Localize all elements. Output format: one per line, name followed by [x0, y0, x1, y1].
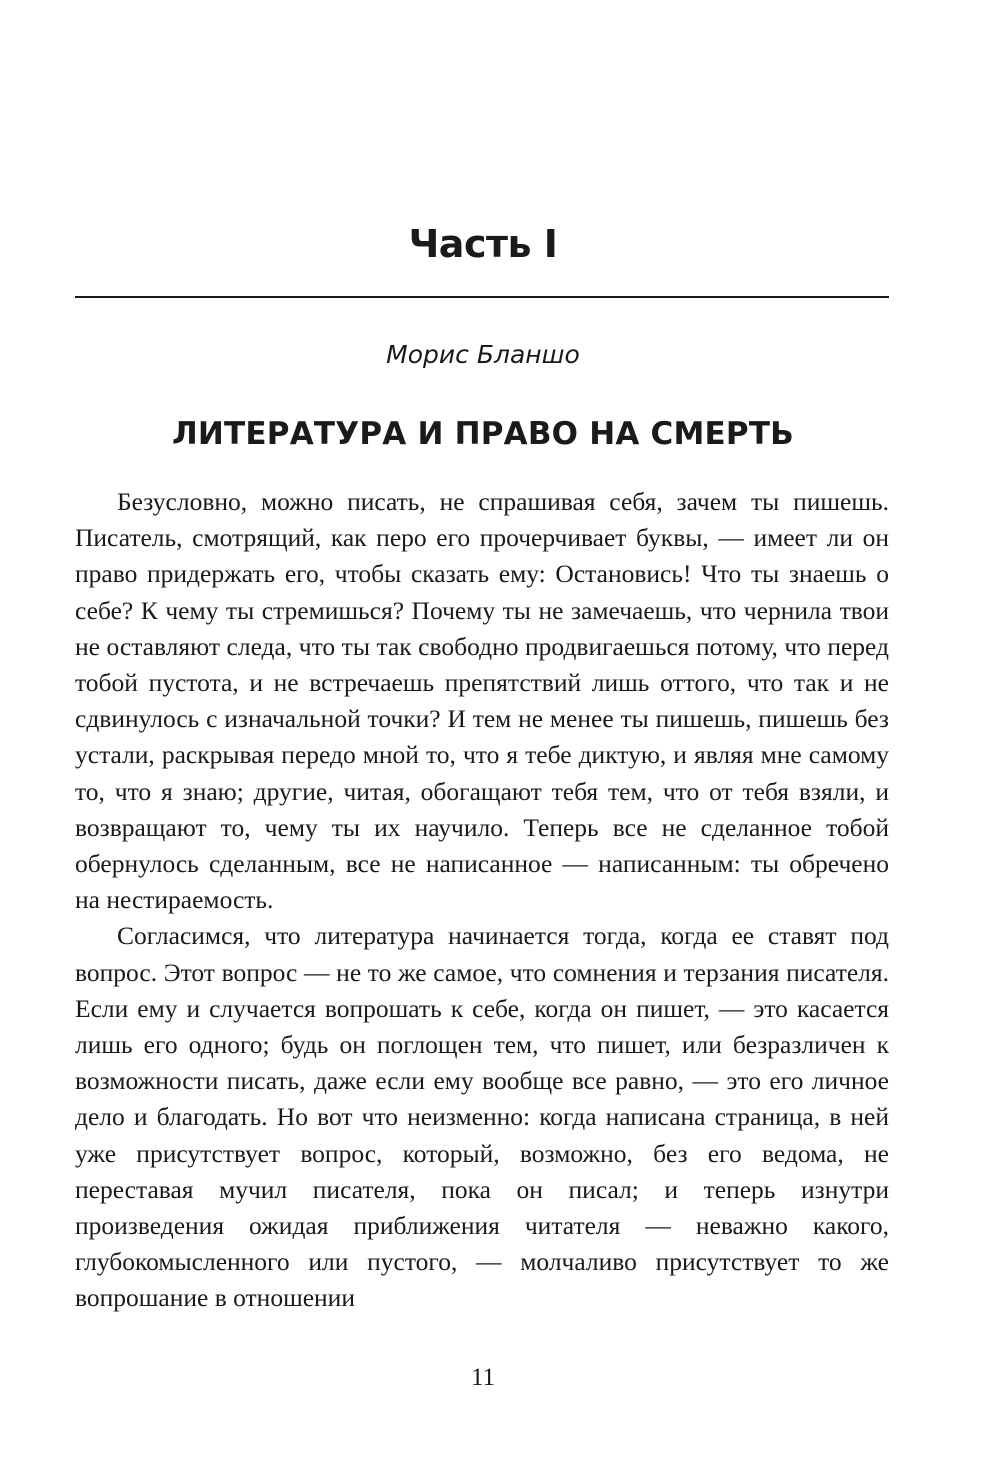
body-text: [75, 484, 889, 1317]
paragraph-2: Согласимся, что литература начинается тогда, когда ее ставят под вопрос. Этот вопрос — не то же самое, что сомнения и терзания писателя. Если ему и случается вопрошать к себе, когда он пишет, — это касается лишь его одного; будь он поглощен тем, что пишет, или безразличен к возможности писать, даже если ему вообще все равно, — это его личное дело и благодать. Но вот что неизменно: когда написана страница, в ней уже присутствует вопрос, который, возможно, без его ведома, не переставая мучил писателя, пока он писал; и теперь изнутри произведения ожидая приближения читателя — неважно какого, глубокомысленного или пустого, — молчаливо присутствует то же вопрошание в отношении: [75, 921, 889, 1313]
paragraph-1: Безусловно, можно писать, не спрашивая себя, зачем ты пишешь. Писатель, смотрящий, как перо его прочерчивает буквы, — имеет ли он право придержать его, чтобы сказать ему: Остановись! Что ты знаешь о себе? К чему ты стремишься? Почему ты не замечаешь, что чернила твои не оставляют следа, что ты так свободно продвигаешься потому, что перед тобой пустота, и не встречаешь препятствий лишь оттого, что так и не сдвинулось с изначальной точки? И тем не менее ты пишешь, пишешь без устали, раскрывая передо мной то, что я тебе диктую, и являя мне самому то, что я знаю; другие, читая, обогащают тебя тем, что от тебя взяли, и возвращают то, чему ты их научило. Теперь все не сделанное тобой обернулось сделанным, все не написанное — написанным: ты обречено на нестираемость.: [75, 487, 889, 915]
page-number: 11: [470, 1364, 496, 1391]
title-divider: [75, 296, 889, 298]
essay-title: ЛИТЕРАТУРА И ПРАВО НА СМЕРТЬ: [171, 416, 795, 452]
part-title: Часть I: [408, 222, 558, 266]
author-name: Морис Бланшо: [386, 340, 580, 369]
